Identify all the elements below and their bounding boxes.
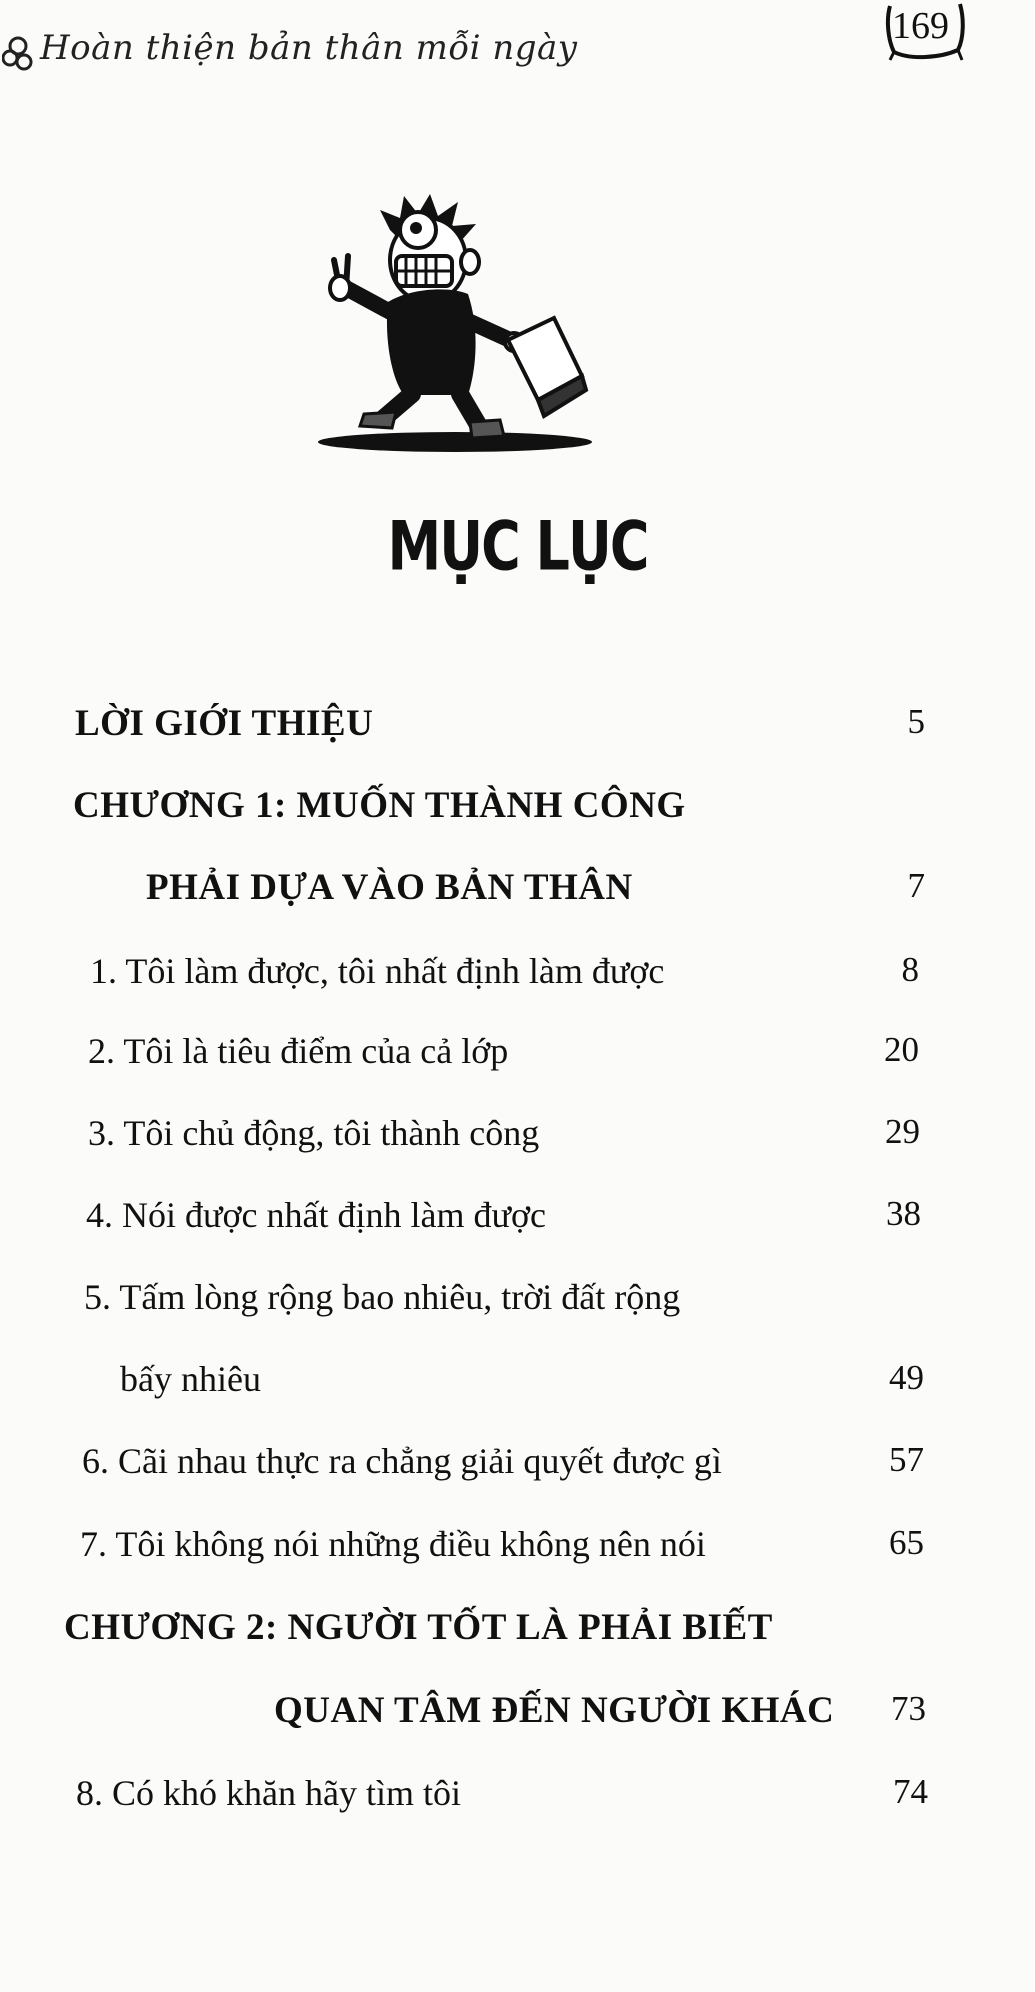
- toc-entry-page: 38: [886, 1194, 921, 1233]
- toc-entry-page: 74: [893, 1772, 928, 1811]
- toc-entry-page: 5: [907, 702, 925, 741]
- toc-entry-label: 1. Tôi làm được, tôi nhất định làm được: [90, 951, 665, 991]
- running-header-title: Hoàn thiện bản thân mỗi ngày: [40, 28, 578, 68]
- toc-entry-label: 5. Tấm lòng rộng bao nhiêu, trời đất rộng: [84, 1277, 681, 1317]
- page-number: 169: [892, 5, 949, 47]
- toc-entry-label: CHƯƠNG 2: NGƯỜI TỐT LÀ PHẢI BIẾT: [64, 1607, 773, 1648]
- toc-entry-label-line2: PHẢI DỰA VÀO BẢN THÂN: [146, 867, 633, 908]
- toc-entry-page: 73: [891, 1689, 926, 1728]
- table-of-contents-heading: MỤC LỤC: [387, 507, 648, 586]
- toc-entry-page: 7: [907, 866, 925, 905]
- toc-entry-label-line2: QUAN TÂM ĐẾN NGƯỜI KHÁC: [274, 1690, 835, 1731]
- toc-entry-page: 29: [885, 1112, 920, 1151]
- toc-entry-label: CHƯƠNG 1: MUỐN THÀNH CÔNG: [73, 785, 686, 826]
- toc-entry-label: 7. Tôi không nói những điều không nên nói: [80, 1524, 706, 1564]
- toc-entry-label: LỜI GIỚI THIỆU: [75, 703, 374, 744]
- toc-entry-label: 3. Tôi chủ động, tôi thành công: [88, 1113, 540, 1153]
- flower-ornament-icon: [2, 34, 36, 76]
- toc-entry-label: 4. Nói được nhất định làm được: [86, 1195, 547, 1235]
- toc-entry-label: 8. Có khó khăn hãy tìm tôi: [76, 1773, 461, 1813]
- toc-entry-page: 57: [889, 1440, 924, 1479]
- toc-entry-label: 6. Cãi nhau thực ra chẳng giải quyết được gì: [82, 1441, 722, 1481]
- toc-entry-page: 65: [889, 1523, 924, 1562]
- toc-entry-page: 49: [889, 1358, 924, 1397]
- running-boy-illustration: [300, 190, 620, 460]
- toc-entry-page: 20: [884, 1030, 919, 1069]
- toc-entry-label: 2. Tôi là tiêu điểm của cả lớp: [88, 1031, 509, 1071]
- toc-entry-page: 8: [901, 950, 919, 989]
- toc-entry-label-line2: bấy nhiêu: [120, 1359, 261, 1399]
